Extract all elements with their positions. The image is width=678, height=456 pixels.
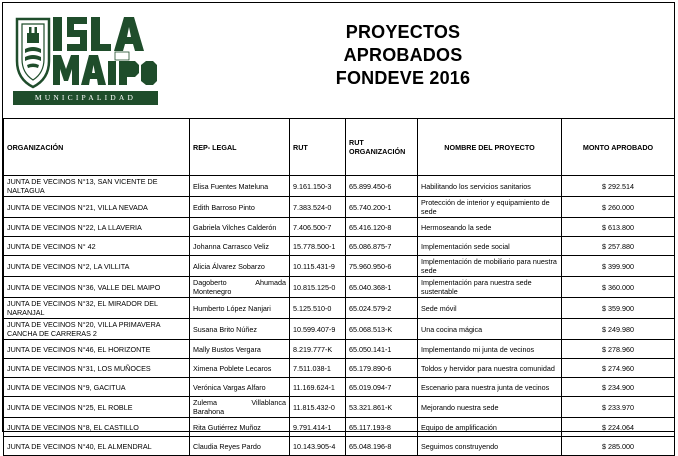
cell-monto-aprobado: $ 285.000 — [562, 437, 675, 456]
cell-nombre-proyecto: Escenario para nuestra junta de vecinos — [418, 378, 562, 397]
table-row — [4, 319, 675, 340]
table-row — [4, 237, 675, 256]
cell-organizacion: JUNTA DE VECINOS N°22, LA LLAVERIA — [4, 218, 190, 237]
table-row — [4, 397, 675, 418]
cell-rep-legal: Alicia Álvarez Sobarzo — [190, 256, 290, 277]
table-row — [4, 340, 675, 359]
cell-organizacion: JUNTA DE VECINOS N°32, EL MIRADOR DEL NARANJAL — [4, 298, 190, 319]
cell-rut-organizacion: 65.117.193-8 — [346, 418, 418, 437]
table-row — [4, 256, 675, 277]
table-row — [4, 197, 675, 218]
cell-rut-organizacion: 65.048.196-8 — [346, 437, 418, 456]
cell-nombre-proyecto: Equipo de amplificación — [418, 418, 562, 437]
cell-monto-aprobado: $ 224.064 — [562, 418, 675, 437]
header-monto-aprobado: MONTO APROBADO — [562, 119, 675, 176]
cell-rut: 10.815.125-0 — [290, 277, 346, 298]
cell-rut-organizacion: 65.416.120-8 — [346, 218, 418, 237]
document-title — [293, 21, 513, 90]
cell-rep-legal: Verónica Vargas Alfaro — [190, 378, 290, 397]
projects-table — [3, 118, 675, 456]
cell-rut: 7.511.038-1 — [290, 359, 346, 378]
cell-rut-organizacion: 65.024.579-2 — [346, 298, 418, 319]
header-rep-legal: REP- LEGAL — [190, 119, 290, 176]
cell-monto-aprobado: $ 249.980 — [562, 319, 675, 340]
cell-nombre-proyecto: Sede móvil — [418, 298, 562, 319]
cell-rep-legal: Edith Barroso Pinto — [190, 197, 290, 218]
cell-nombre-proyecto: Habilitando los servicios sanitarios — [418, 176, 562, 197]
cell-organizacion: JUNTA DE VECINOS N° 42 — [4, 237, 190, 256]
cell-rut-organizacion: 65.068.513-K — [346, 319, 418, 340]
cell-monto-aprobado: $ 274.960 — [562, 359, 675, 378]
cell-rut-organizacion: 65.040.368-1 — [346, 277, 418, 298]
cell-organizacion: JUNTA DE VECINOS N°20, VILLA PRIMAVERA CANCHA DE CARRERAS 2 — [4, 319, 190, 340]
cell-rut-organizacion: 53.321.861-K — [346, 397, 418, 418]
cell-rut: 11.169.624-1 — [290, 378, 346, 397]
cell-nombre-proyecto: Implementación de mobiliario para nuestra sede — [418, 256, 562, 277]
logo-subtitle: MUNICIPALIDAD — [13, 91, 158, 105]
cell-monto-aprobado: $ 399.900 — [562, 256, 675, 277]
cell-rep-legal: Johanna Carrasco Veliz — [190, 237, 290, 256]
cell-rep-legal: Mally Bustos Vergara — [190, 340, 290, 359]
cell-organizacion: JUNTA DE VECINOS N°31, LOS MUÑOCES — [4, 359, 190, 378]
cell-rut-organizacion: 75.960.950-6 — [346, 256, 418, 277]
cell-organizacion: JUNTA DE VECINOS N°8, EL CASTILLO — [4, 418, 190, 437]
cell-rut: 7.406.500-7 — [290, 218, 346, 237]
header-rut: RUT — [290, 119, 346, 176]
table-row — [4, 218, 675, 237]
cell-nombre-proyecto: Protección de interior y equipamiento de sede — [418, 197, 562, 218]
title-line-1: PROYECTOS APROBADOS — [343, 22, 463, 65]
cell-rut: 7.383.524-0 — [290, 197, 346, 218]
cell-monto-aprobado: $ 257.880 — [562, 237, 675, 256]
cell-rut: 10.143.905-4 — [290, 437, 346, 456]
table-row — [4, 277, 675, 298]
table-row — [4, 437, 675, 456]
cell-organizacion: JUNTA DE VECINOS N°25, EL ROBLE — [4, 397, 190, 418]
cell-monto-aprobado: $ 233.970 — [562, 397, 675, 418]
document-header — [3, 3, 674, 116]
cell-rep-legal: Humberto López Nanjari — [190, 298, 290, 319]
municipality-logo — [13, 13, 158, 105]
cell-rut: 9.791.414-1 — [290, 418, 346, 437]
cell-rut-organizacion: 65.019.094-7 — [346, 378, 418, 397]
cell-rep-legal: Gabriela Vilches Calderón — [190, 218, 290, 237]
cell-organizacion: JUNTA DE VECINOS N°13, SAN VICENTE DE NALTAGUA — [4, 176, 190, 197]
cell-rut: 15.778.500-1 — [290, 237, 346, 256]
cell-rut: 5.125.510-0 — [290, 298, 346, 319]
table-row — [4, 298, 675, 319]
cell-rep-legal: Dagoberto Ahumada Montenegro — [190, 277, 290, 298]
cell-rep-legal: Elisa Fuentes Mateluna — [190, 176, 290, 197]
document-page — [2, 2, 675, 451]
cell-nombre-proyecto: Implementando mi junta de vecinos — [418, 340, 562, 359]
cell-monto-aprobado: $ 359.900 — [562, 298, 675, 319]
header-rut-organizacion: RUT ORGANIZACIÓN — [346, 119, 418, 176]
cell-nombre-proyecto: Implementación para nuestra sede sustentable — [418, 277, 562, 298]
cell-monto-aprobado: $ 360.000 — [562, 277, 675, 298]
cell-organizacion: JUNTA DE VECINOS N°21, VILLA NEVADA — [4, 197, 190, 218]
table-row — [4, 378, 675, 397]
cell-nombre-proyecto: Hermoseando la sede — [418, 218, 562, 237]
cell-organizacion: JUNTA DE VECINOS N°9, GACITUA — [4, 378, 190, 397]
logo-emblem — [13, 13, 158, 91]
cell-monto-aprobado: $ 292.514 — [562, 176, 675, 197]
cell-rep-legal: Ximena Poblete Lecaros — [190, 359, 290, 378]
cell-rut-organizacion: 65.179.890-6 — [346, 359, 418, 378]
header-nombre-proyecto: NOMBRE DEL PROYECTO — [418, 119, 562, 176]
cell-rut: 11.815.432-0 — [290, 397, 346, 418]
cell-nombre-proyecto: Implementación sede social — [418, 237, 562, 256]
cell-rut-organizacion: 65.899.450-6 — [346, 176, 418, 197]
cell-monto-aprobado: $ 260.000 — [562, 197, 675, 218]
cell-rep-legal: Susana Brito Núñez — [190, 319, 290, 340]
title-line-2: FONDEVE 2016 — [335, 68, 471, 88]
cell-monto-aprobado: $ 234.900 — [562, 378, 675, 397]
cell-rep-legal: Rita Gutiérrez Muñoz — [190, 418, 290, 437]
cell-nombre-proyecto: Seguimos construyendo — [418, 437, 562, 456]
cell-rut: 10.599.407-9 — [290, 319, 346, 340]
cell-nombre-proyecto: Toldos y hervidor para nuestra comunidad — [418, 359, 562, 378]
cell-organizacion: JUNTA DE VECINOS N°40, EL ALMENDRAL — [4, 437, 190, 456]
cell-rut: 10.115.431-9 — [290, 256, 346, 277]
cell-rep-legal: Claudia Reyes Pardo — [190, 437, 290, 456]
cell-monto-aprobado: $ 278.960 — [562, 340, 675, 359]
cell-organizacion: JUNTA DE VECINOS N°2, LA VILLITA — [4, 256, 190, 277]
table-row — [4, 418, 675, 437]
table-row — [4, 359, 675, 378]
cell-rut-organizacion: 65.050.141-1 — [346, 340, 418, 359]
cell-rep-legal: Zulema Villablanca Barahona — [190, 397, 290, 418]
header-organizacion: ORGANIZACIÓN — [4, 119, 190, 176]
cell-rut: 9.161.150-3 — [290, 176, 346, 197]
cell-nombre-proyecto: Una cocina mágica — [418, 319, 562, 340]
table-header-row — [4, 119, 675, 176]
cell-rut: 8.219.777-K — [290, 340, 346, 359]
table-row — [4, 176, 675, 197]
cell-monto-aprobado: $ 613.800 — [562, 218, 675, 237]
cell-organizacion: JUNTA DE VECINOS N°36, VALLE DEL MAIPO — [4, 277, 190, 298]
cell-rut-organizacion: 65.740.200-1 — [346, 197, 418, 218]
cell-nombre-proyecto: Mejorando nuestra sede — [418, 397, 562, 418]
cell-rut-organizacion: 65.086.875-7 — [346, 237, 418, 256]
cell-organizacion: JUNTA DE VECINOS N°46, EL HORIZONTE — [4, 340, 190, 359]
